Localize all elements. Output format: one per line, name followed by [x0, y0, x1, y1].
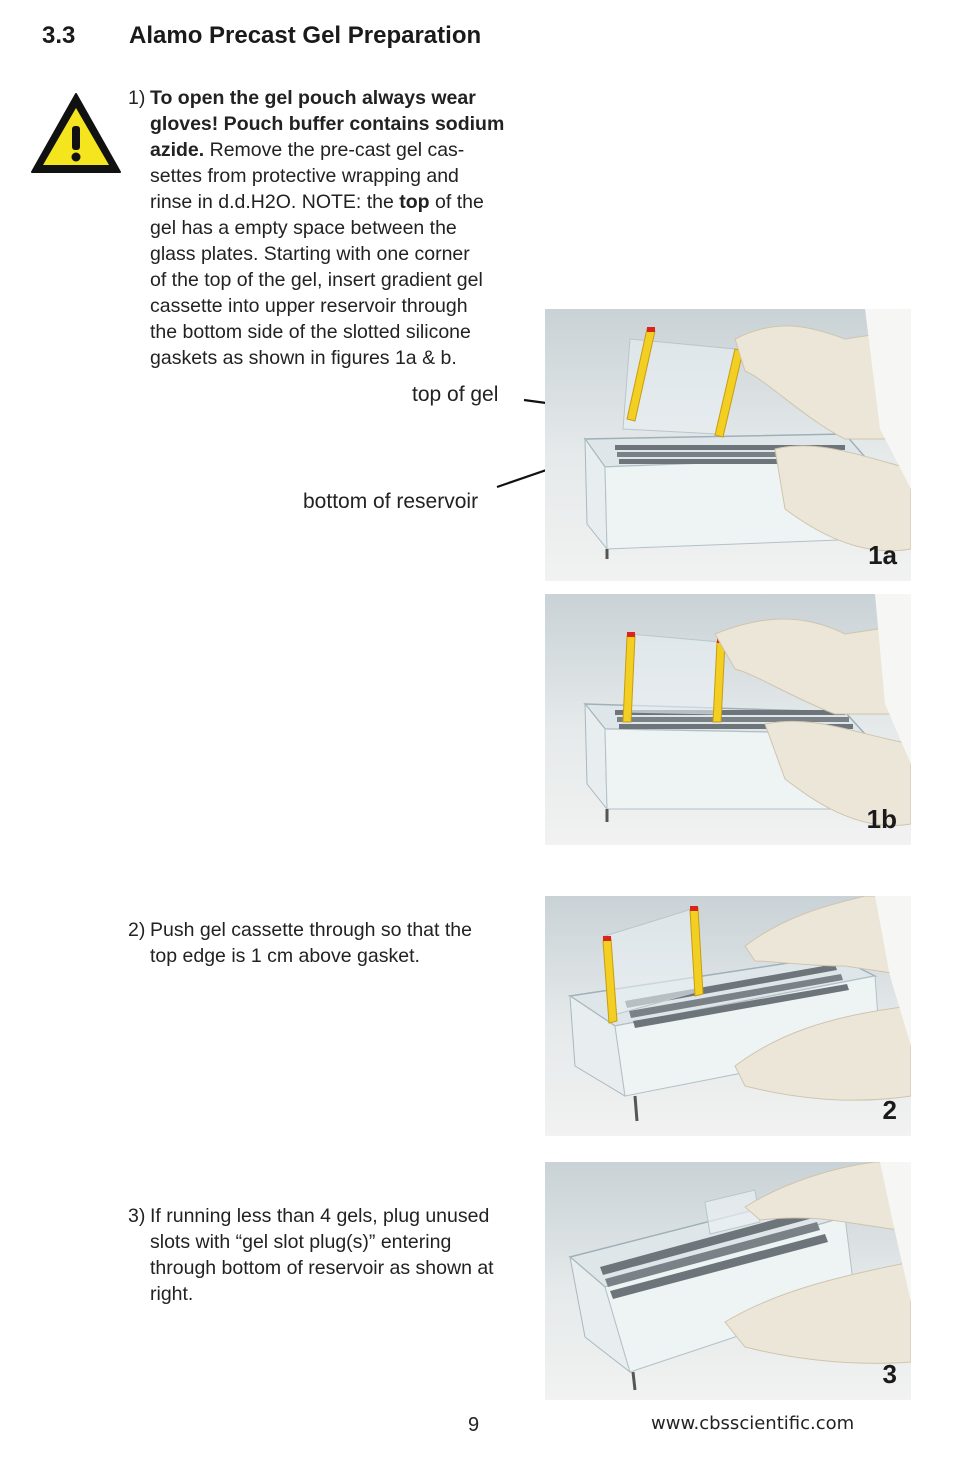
step-2-line: top edge is 1 cm above gasket. — [150, 945, 420, 967]
step-1-number: 1) — [128, 87, 146, 109]
step-1-line: cassette into upper reservoir through — [150, 295, 468, 317]
top-emphasis: top — [399, 191, 430, 213]
warning-line: gloves! Pouch buffer contains sodium — [150, 113, 505, 135]
callout-bottom-of-reservoir: bottom of reservoir — [303, 490, 479, 513]
step-1-line: gel has a empty space between the — [150, 217, 457, 239]
step-1-line: glass plates. Starting with one corner — [150, 243, 470, 265]
step-2-number: 2) — [128, 919, 146, 941]
step-1-text — [128, 85, 548, 371]
step-3-line: slots with “gel slot plug(s)” entering — [150, 1231, 452, 1253]
step-1-line: of the top of the gel, insert gradient gel — [150, 269, 483, 291]
callout-top-of-gel: top of gel — [412, 383, 499, 406]
warning-triangle-icon — [30, 92, 122, 174]
step-1-line: settes from protective wrapping and — [150, 165, 459, 187]
step-3-number: 3) — [128, 1205, 146, 1227]
step-3-line: through bottom of reservoir as shown at — [150, 1257, 494, 1279]
figure-1b-photo — [545, 594, 911, 845]
figure-label-3: 3 — [882, 1359, 897, 1389]
step-1-line: the bottom side of the slotted silicone — [150, 321, 471, 343]
step-1-line: of the — [429, 191, 484, 213]
step-2-line: Push gel cassette through so that the — [150, 919, 472, 941]
figure-3-photo — [545, 1162, 911, 1400]
step-3-text — [128, 1203, 548, 1307]
figure-1a-photo — [545, 309, 911, 581]
step-1-line: gaskets as shown in figures 1a & b. — [150, 347, 457, 369]
section-title: Alamo Precast Gel Preparation — [129, 22, 482, 49]
figure-label-2: 2 — [882, 1095, 897, 1125]
step-2-text — [128, 917, 528, 969]
section-number: 3.3 — [42, 22, 76, 49]
figure-2-photo — [545, 896, 911, 1136]
step-1-line: rinse in d.d.H2O. NOTE: the — [150, 191, 400, 213]
figure-label-1a: 1a — [868, 540, 897, 570]
page-number: 9 — [468, 1414, 480, 1436]
figure-label-1b: 1b — [866, 804, 897, 834]
website-url: www.cbsscientific.com — [651, 1413, 855, 1434]
step-1-line: Remove the pre-cast gel cas- — [204, 139, 465, 161]
warning-line: azide. — [150, 139, 205, 161]
warning-line: To open the gel pouch always wear — [150, 87, 476, 109]
step-3-line: If running less than 4 gels, plug unused — [150, 1205, 490, 1227]
step-3-line: right. — [150, 1283, 194, 1305]
